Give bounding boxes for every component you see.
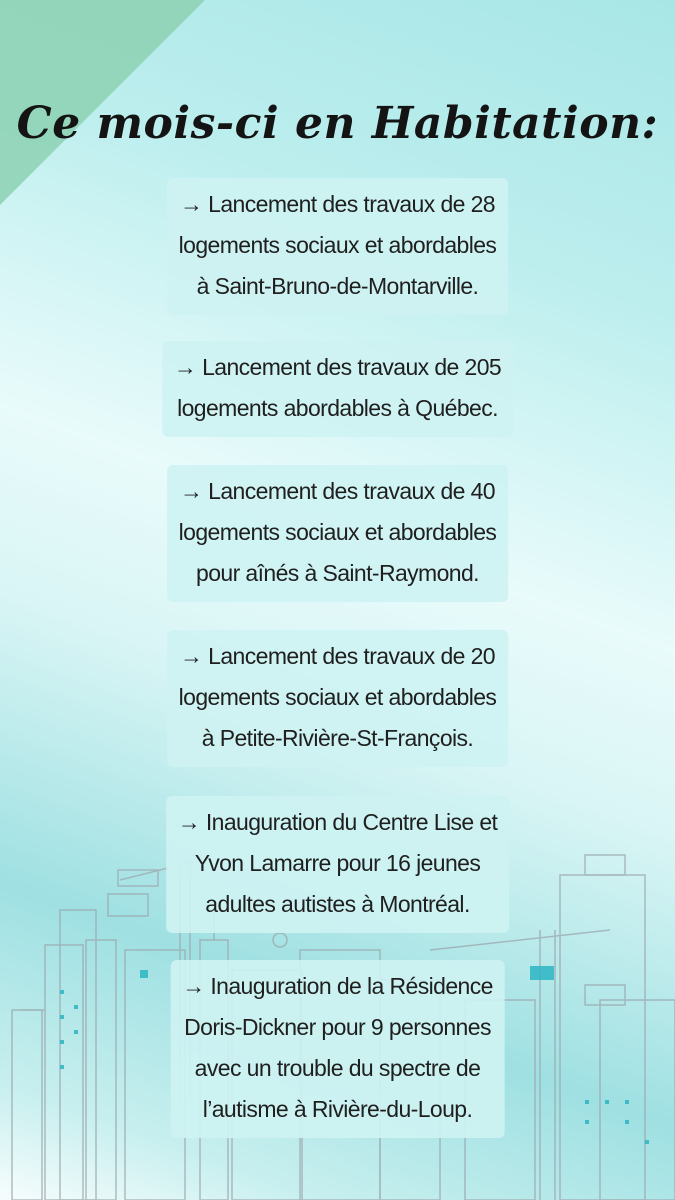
news-item-5 — [166, 796, 510, 933]
news-item-4 — [167, 630, 509, 767]
news-item-3-line-1: → Lancement des travaux de 40 — [179, 478, 496, 504]
news-item-4-line-3: à Petite-Rivière-St-François. — [201, 725, 474, 751]
news-item-1-line-3: à Saint-Bruno-de-Montarville. — [196, 273, 479, 299]
news-item-2 — [162, 341, 513, 437]
news-item-2-line-2: logements abordables à Québec. — [177, 395, 498, 421]
news-item-6-line-3: avec un trouble du spectre de — [194, 1055, 481, 1081]
news-item-3-line-2: logements sociaux et abordables — [178, 519, 497, 545]
news-item-3-line-3: pour aînés à Saint-Raymond. — [196, 560, 479, 586]
news-item-1-line-2: logements sociaux et abordables — [178, 232, 497, 258]
news-item-4-line-1: → Lancement des travaux de 20 — [179, 643, 496, 669]
news-item-4-line-2: logements sociaux et abordables — [178, 684, 497, 710]
news-item-5-line-1: → Inauguration du Centre Lise et — [177, 809, 498, 835]
news-item-2-line-1: → Lancement des travaux de 205 — [173, 354, 502, 380]
news-item-3 — [167, 465, 509, 602]
news-item-6-line-1: → Inauguration de la Résidence — [182, 973, 493, 999]
news-item-1-line-1: → Lancement des travaux de 28 — [179, 191, 496, 217]
news-item-5-line-2: Yvon Lamarre pour 16 jeunes — [194, 850, 481, 876]
page-title: Ce mois-ci en Habitation: — [16, 98, 659, 149]
news-item-6 — [170, 960, 505, 1138]
news-item-6-line-2: Doris-Dickner pour 9 personnes — [184, 1014, 491, 1040]
news-item-1 — [167, 178, 509, 315]
news-item-6-line-4: l’autisme à Rivière-du-Loup. — [202, 1096, 473, 1122]
news-item-5-line-3: adultes autistes à Montréal. — [205, 891, 470, 917]
